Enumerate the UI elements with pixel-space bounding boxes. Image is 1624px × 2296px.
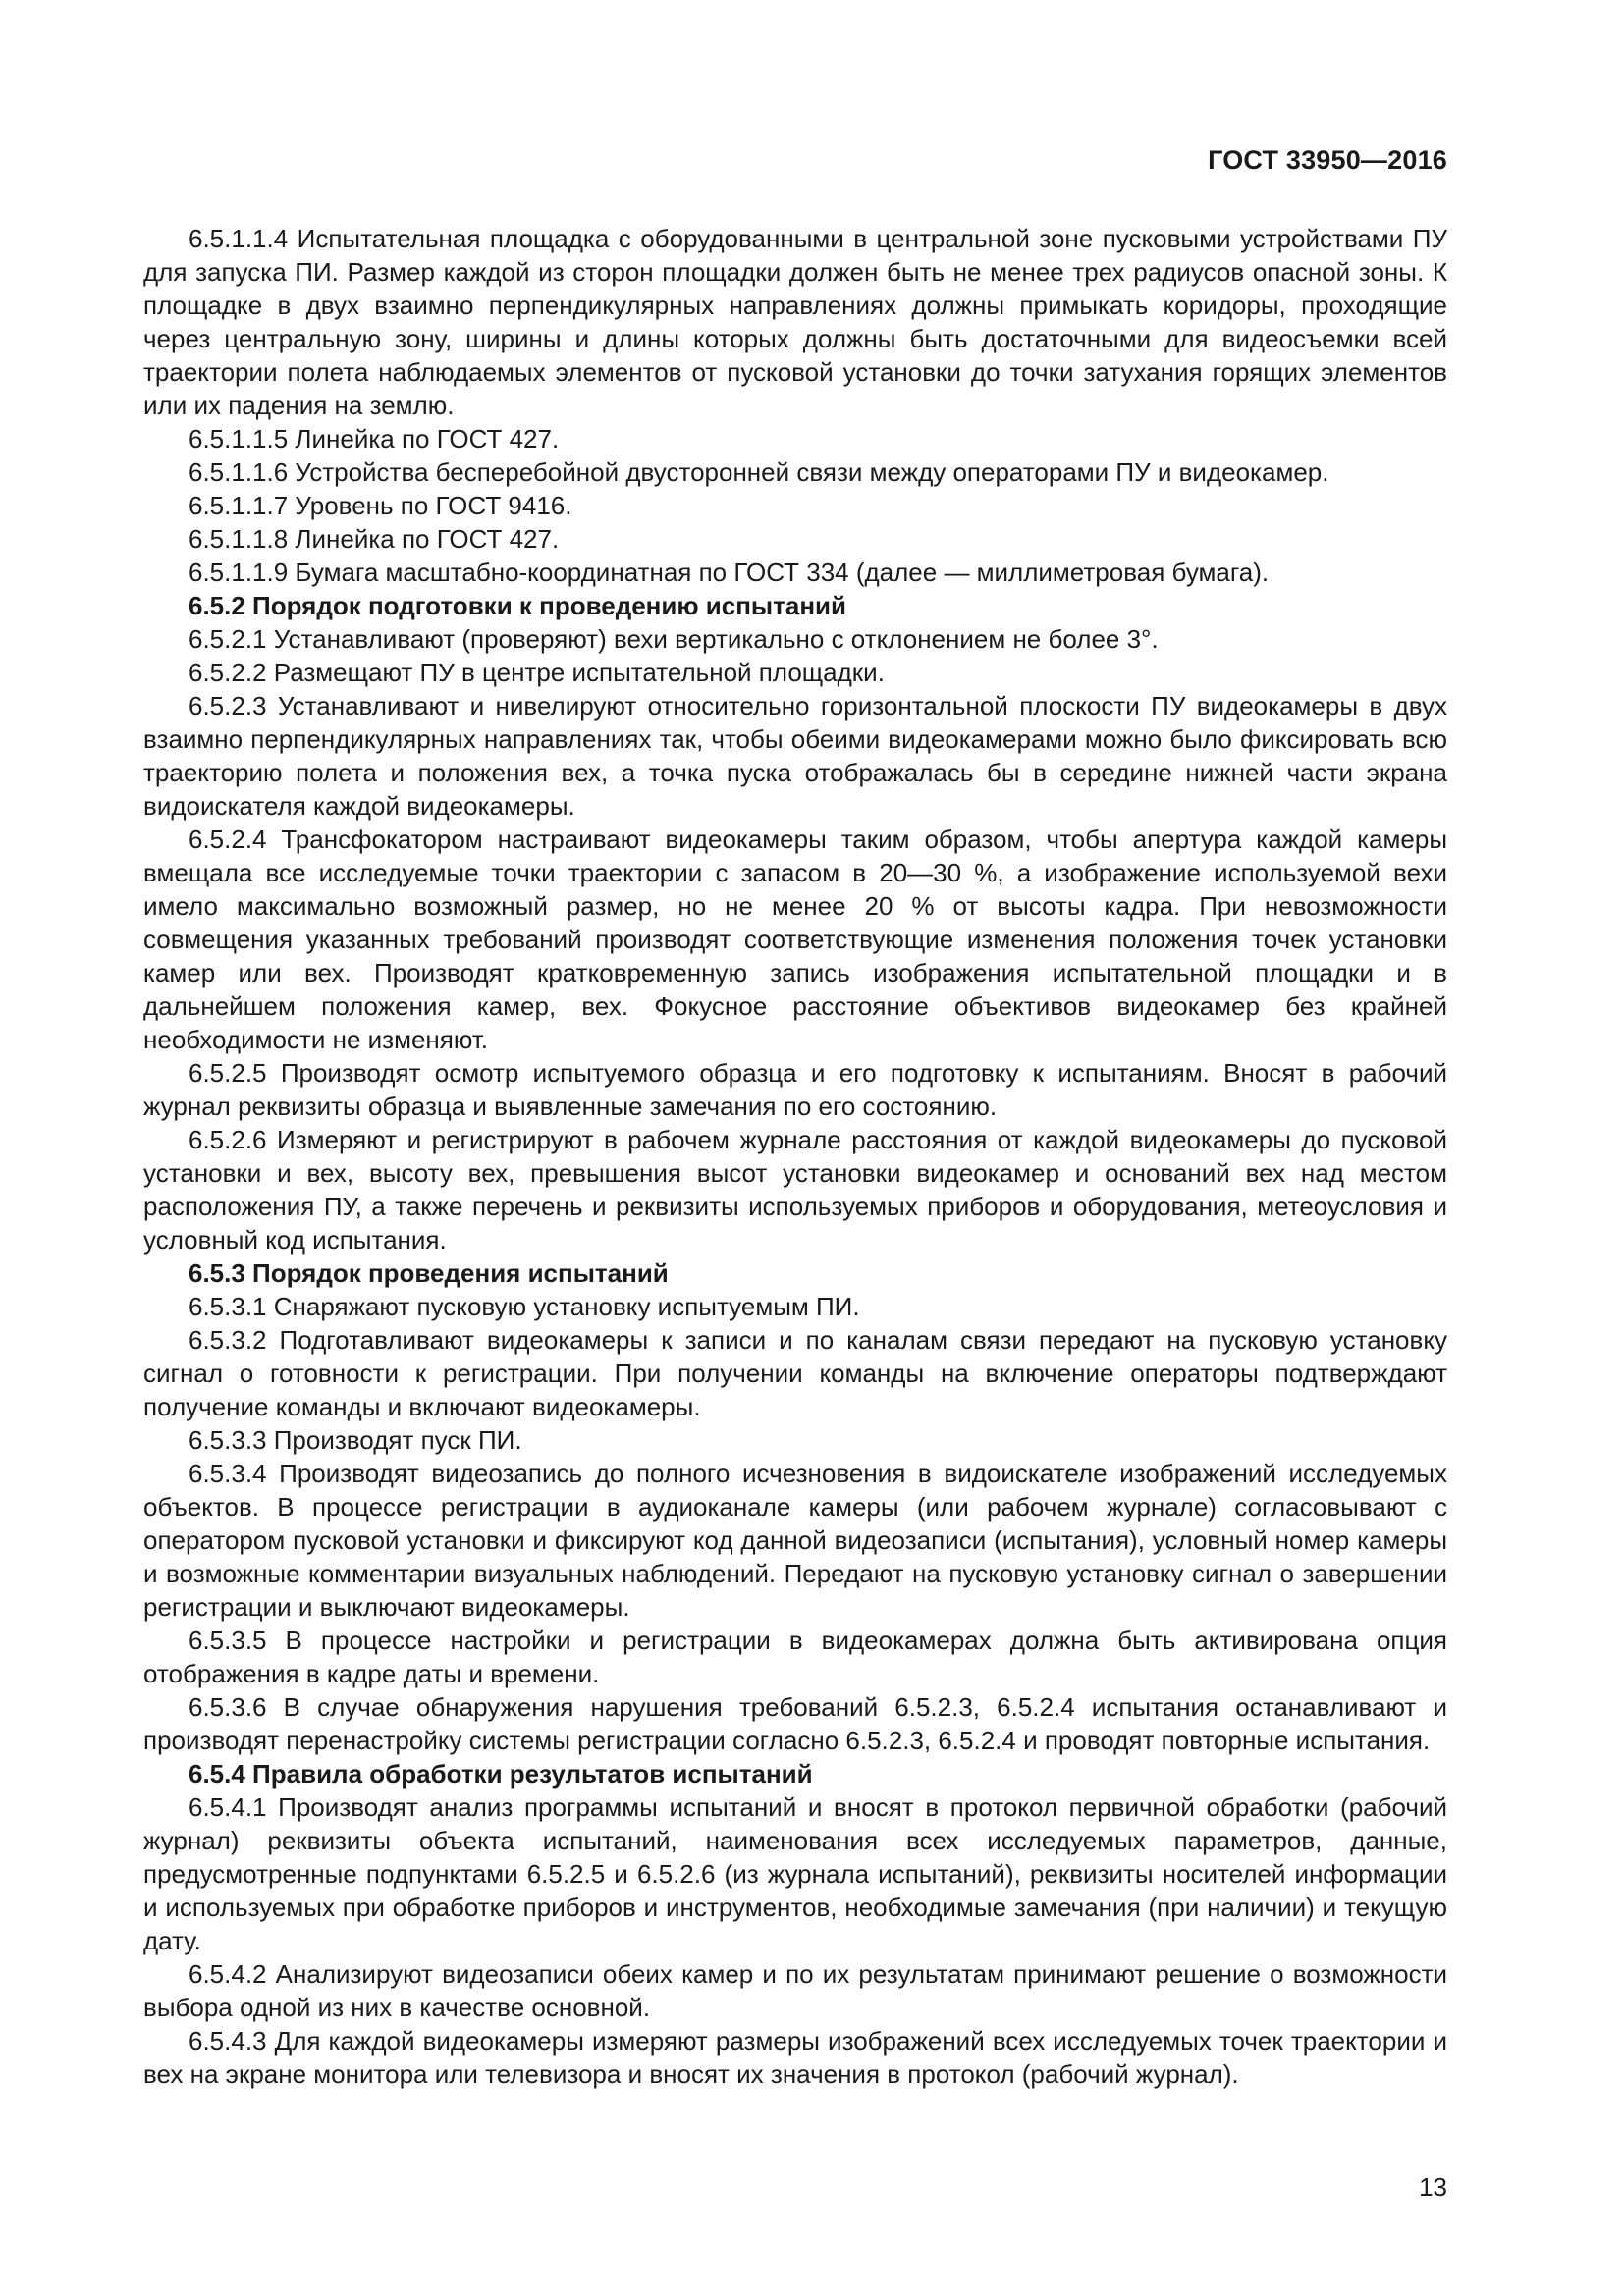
paragraph: 6.5.2.3 Устанавливают и нивелируют относительно горизонтальной плоскости ПУ видеокамеры в двух взаимно перпендикулярных направлениях так, чтобы обеими видеокамерами можно было фиксировать всю траекторию полета и положения вех, а точка пуска отображалась бы в середине нижней части экрана видоискателя каждой видеокамеры.	[143, 691, 1447, 821]
paragraph: 6.5.2.4 Трансфокатором настраивают видеокамеры таким образом, чтобы апертура каждой камеры вмещала все исследуемые точки траектории с запасом в 20—30 %, а изображение используемой вехи имело максимально возможный размер, но не менее 20 % от высоты кадра. При невозможности совмещения указанных требований производят соответствующие изменения положения точек установки камер или вех. Производят кратковременную запись изображения испытательной площадки и в дальнейшем положения камер, вех. Фокусное расстояние объективов видеокамер без крайней необходимости не изменяют.	[143, 825, 1447, 1054]
paragraph: 6.5.3.1 Снаряжают пусковую установку испытуемым ПИ.	[189, 1292, 860, 1321]
paragraph: 6.5.1.1.5 Линейка по ГОСТ 427.	[189, 424, 560, 454]
paragraph: 6.5.3.2 Подготавливают видеокамеры к записи и по каналам связи передают на пусковую установку сигнал о готовности к регистрации. При получении команды на включение операторы подтверждают получение команды и включают видеокамеры.	[143, 1325, 1447, 1421]
paragraph: 6.5.1.1.4 Испытательная площадка с оборудованными в центральной зоне пусковыми устройствами ПУ для запуска ПИ. Размер каждой из сторон площадки должен быть не менее трех радиусов опасной зоны. К площадке в двух взаимно перпендикулярных направлениях должны примыкать коридоры, проходящие через центральную зону, ширины и длины которых должны быть достаточными для видеосъемки всей траектории полета наблюдаемых элементов от пусковой установки до точки затухания горящих элементов или их падения на землю.	[143, 224, 1447, 420]
paragraph: 6.5.4.1 Производят анализ программы испытаний и вносят в протокол первичной обработки (рабочий журнал) реквизиты объекта испытаний, наименования всех исследуемых параметров, данные, предусмотренные подпунктами 6.5.2.5 и 6.5.2.6 (из журнала испытаний), реквизиты носителей информации и используемых при обработке приборов и инструментов, необходимые замечания (при наличии) и текущую дату.	[143, 1792, 1447, 1955]
paragraph: 6.5.3.4 Производят видеозапись до полного исчезновения в видоискателе изображений исследуемых объектов. В процессе регистрации в аудиоканале камеры (или рабочем журнале) согласовывают с оператором пусковой установки и фиксируют код данной видеозаписи (испытания), условный номер камеры и возможные комментарии визуальных наблюдений. Передают на пусковую установку сигнал о завершении регистрации и выключают видеокамеры.	[143, 1459, 1447, 1622]
paragraph: 6.5.2.6 Измеряют и регистрируют в рабочем журнале расстояния от каждой видеокамеры до пусковой установки и вех, высоту вех, превышения высот установки видеокамер и оснований вех над местом расположения ПУ, а также перечень и реквизиты используемых приборов и оборудования, метеоусловия и условный код испытания.	[143, 1125, 1447, 1255]
paragraph: 6.5.2.5 Производят осмотр испытуемого образца и его подготовку к испытаниям. Вносят в рабочий журнал реквизиты образца и выявленные замечания по его состоянию.	[143, 1058, 1447, 1121]
section-heading: 6.5.2 Порядок подготовки к проведению испытаний	[189, 591, 846, 620]
paragraph: 6.5.1.1.7 Уровень по ГОСТ 9416.	[189, 491, 572, 520]
page-number: 13	[1419, 2172, 1447, 2202]
section-heading: 6.5.3 Порядок проведения испытаний	[189, 1258, 669, 1288]
section-heading: 6.5.4 Правила обработки результатов испытаний	[189, 1759, 813, 1789]
document-header: ГОСТ 33950—2016	[1208, 145, 1447, 175]
paragraph: 6.5.1.1.8 Линейка по ГОСТ 427.	[189, 524, 560, 554]
paragraph: 6.5.1.1.6 Устройства бесперебойной двусторонней связи между операторами ПУ и видеокамер.	[189, 457, 1329, 487]
paragraph: 6.5.3.5 В процессе настройки и регистрации в видеокамерах должна быть активирована опция отображения в кадре даты и времени.	[143, 1626, 1447, 1688]
paragraph: 6.5.4.2 Анализируют видеозаписи обеих камер и по их результатам принимают решение о возможности выбора одной из них в качестве основной.	[143, 1959, 1447, 2022]
paragraph: 6.5.2.2 Размещают ПУ в центре испытательной площадки.	[189, 658, 885, 687]
paragraph: 6.5.1.1.9 Бумага масштабно-координатная по ГОСТ 334 (далее — миллиметровая бумага).	[189, 558, 1270, 587]
paragraph: 6.5.4.3 Для каждой видеокамеры измеряют размеры изображений всех исследуемых точек траектории и вех на экране монитора или телевизора и вносят их значения в протокол (рабочий журнал).	[143, 2026, 1447, 2089]
document-body	[143, 222, 1447, 2091]
paragraph: 6.5.2.1 Устанавливают (проверяют) вехи вертикально с отклонением не более 3°.	[189, 624, 1159, 654]
paragraph: 6.5.3.6 В случае обнаружения нарушения требований 6.5.2.3, 6.5.2.4 испытания останавливают и производят перенастройку системы регистрации согласно 6.5.2.3, 6.5.2.4 и проводят повторные испытания.	[143, 1692, 1447, 1755]
paragraph: 6.5.3.3 Производят пуск ПИ.	[189, 1425, 522, 1455]
